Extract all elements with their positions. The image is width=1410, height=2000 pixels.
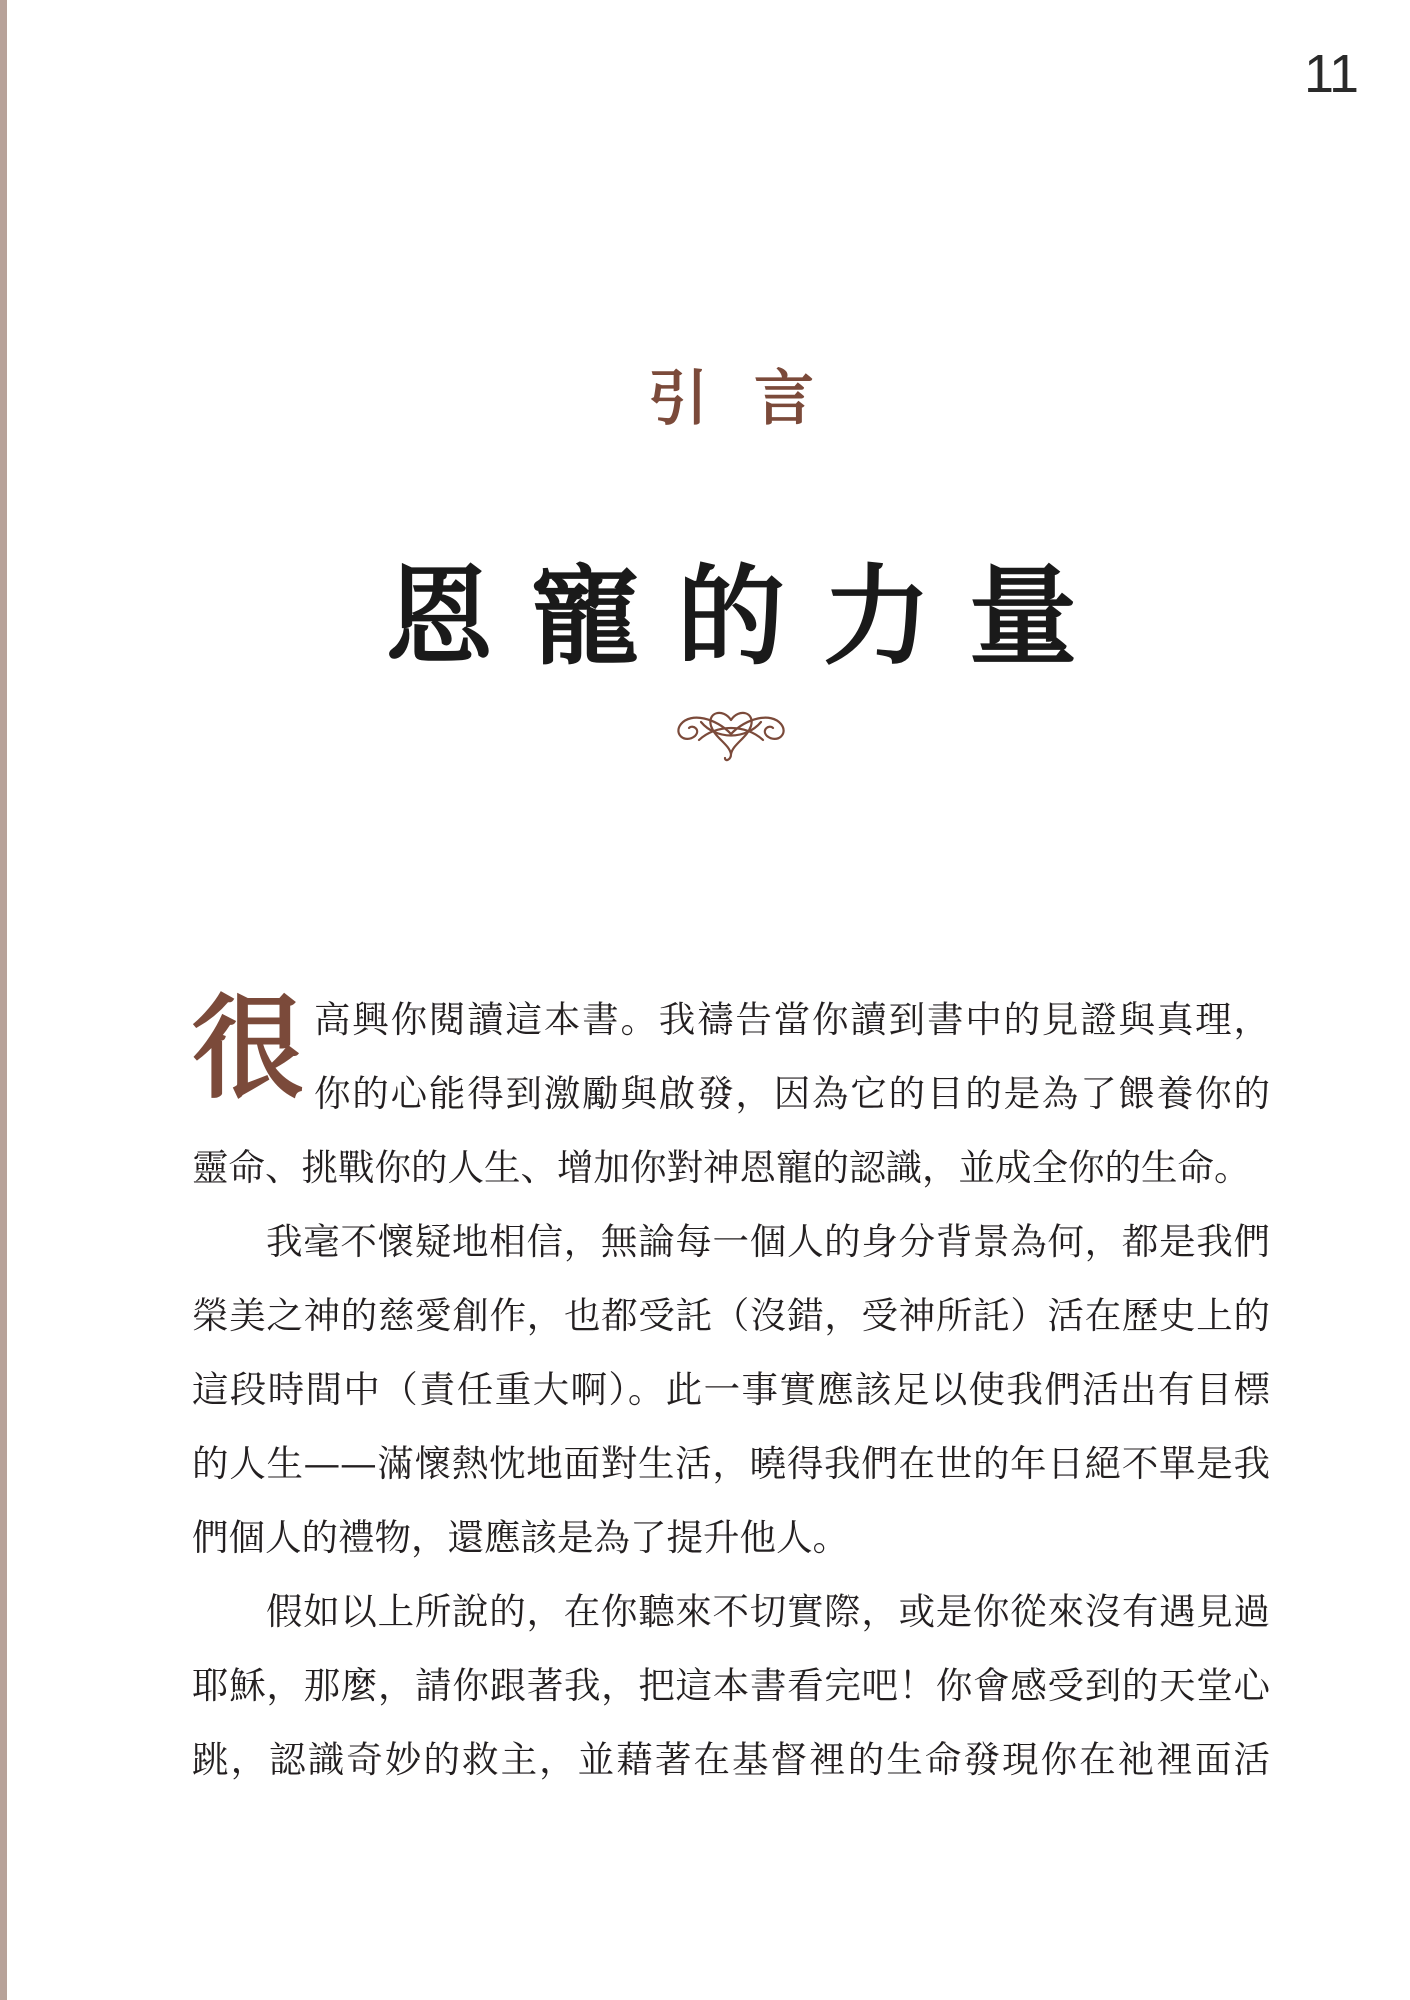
text-line: 靈命、挑戰你的人生、增加你對神恩寵的認識，並成全你的生命。: [192, 1146, 1251, 1189]
flourish-ornament-icon: [671, 700, 791, 764]
paragraph: [192, 983, 1270, 1205]
page-number: 11: [1303, 44, 1358, 104]
text-line: 耶穌，那麼，請你跟著我，把這本書看完吧！你會感受到的天堂心: [192, 1664, 1270, 1707]
section-heading: 引言: [648, 364, 860, 434]
body-text: [192, 983, 1270, 1797]
text-line: 們個人的禮物，還應該是為了提升他人。: [192, 1516, 849, 1559]
page-edge: [0, 0, 7, 2000]
text-line: 的人生——滿懷熱忱地面對生活，曉得我們在世的年日絕不單是我: [192, 1442, 1270, 1485]
text-line: 我毫不懷疑地相信，無論每一個人的身分背景為何，都是我們: [266, 1220, 1270, 1263]
text-line: 這段時間中（責任重大啊）。此一事實應該足以使我們活出有目標: [192, 1368, 1270, 1411]
text-line: 榮美之神的慈愛創作，也都受託（沒錯，受神所託）活在歷史上的: [192, 1294, 1270, 1337]
text-line: 你的心能得到激勵與啟發，因為它的目的是為了餵養你的: [314, 1072, 1270, 1115]
paragraph: [192, 1575, 1270, 1797]
text-line: 假如以上所說的，在你聽來不切實際，或是你從來沒有遇見過: [266, 1590, 1270, 1633]
drop-cap: 很: [192, 983, 304, 1114]
text-line: 跳，認識奇妙的救主，並藉著在基督裡的生命發現你在祂裡面活: [192, 1738, 1270, 1781]
chapter-title: 恩寵的力量: [384, 554, 1115, 680]
paragraph: [192, 1205, 1270, 1575]
text-line: 高興你閱讀這本書。我禱告當你讀到書中的見證與真理，: [314, 998, 1270, 1041]
